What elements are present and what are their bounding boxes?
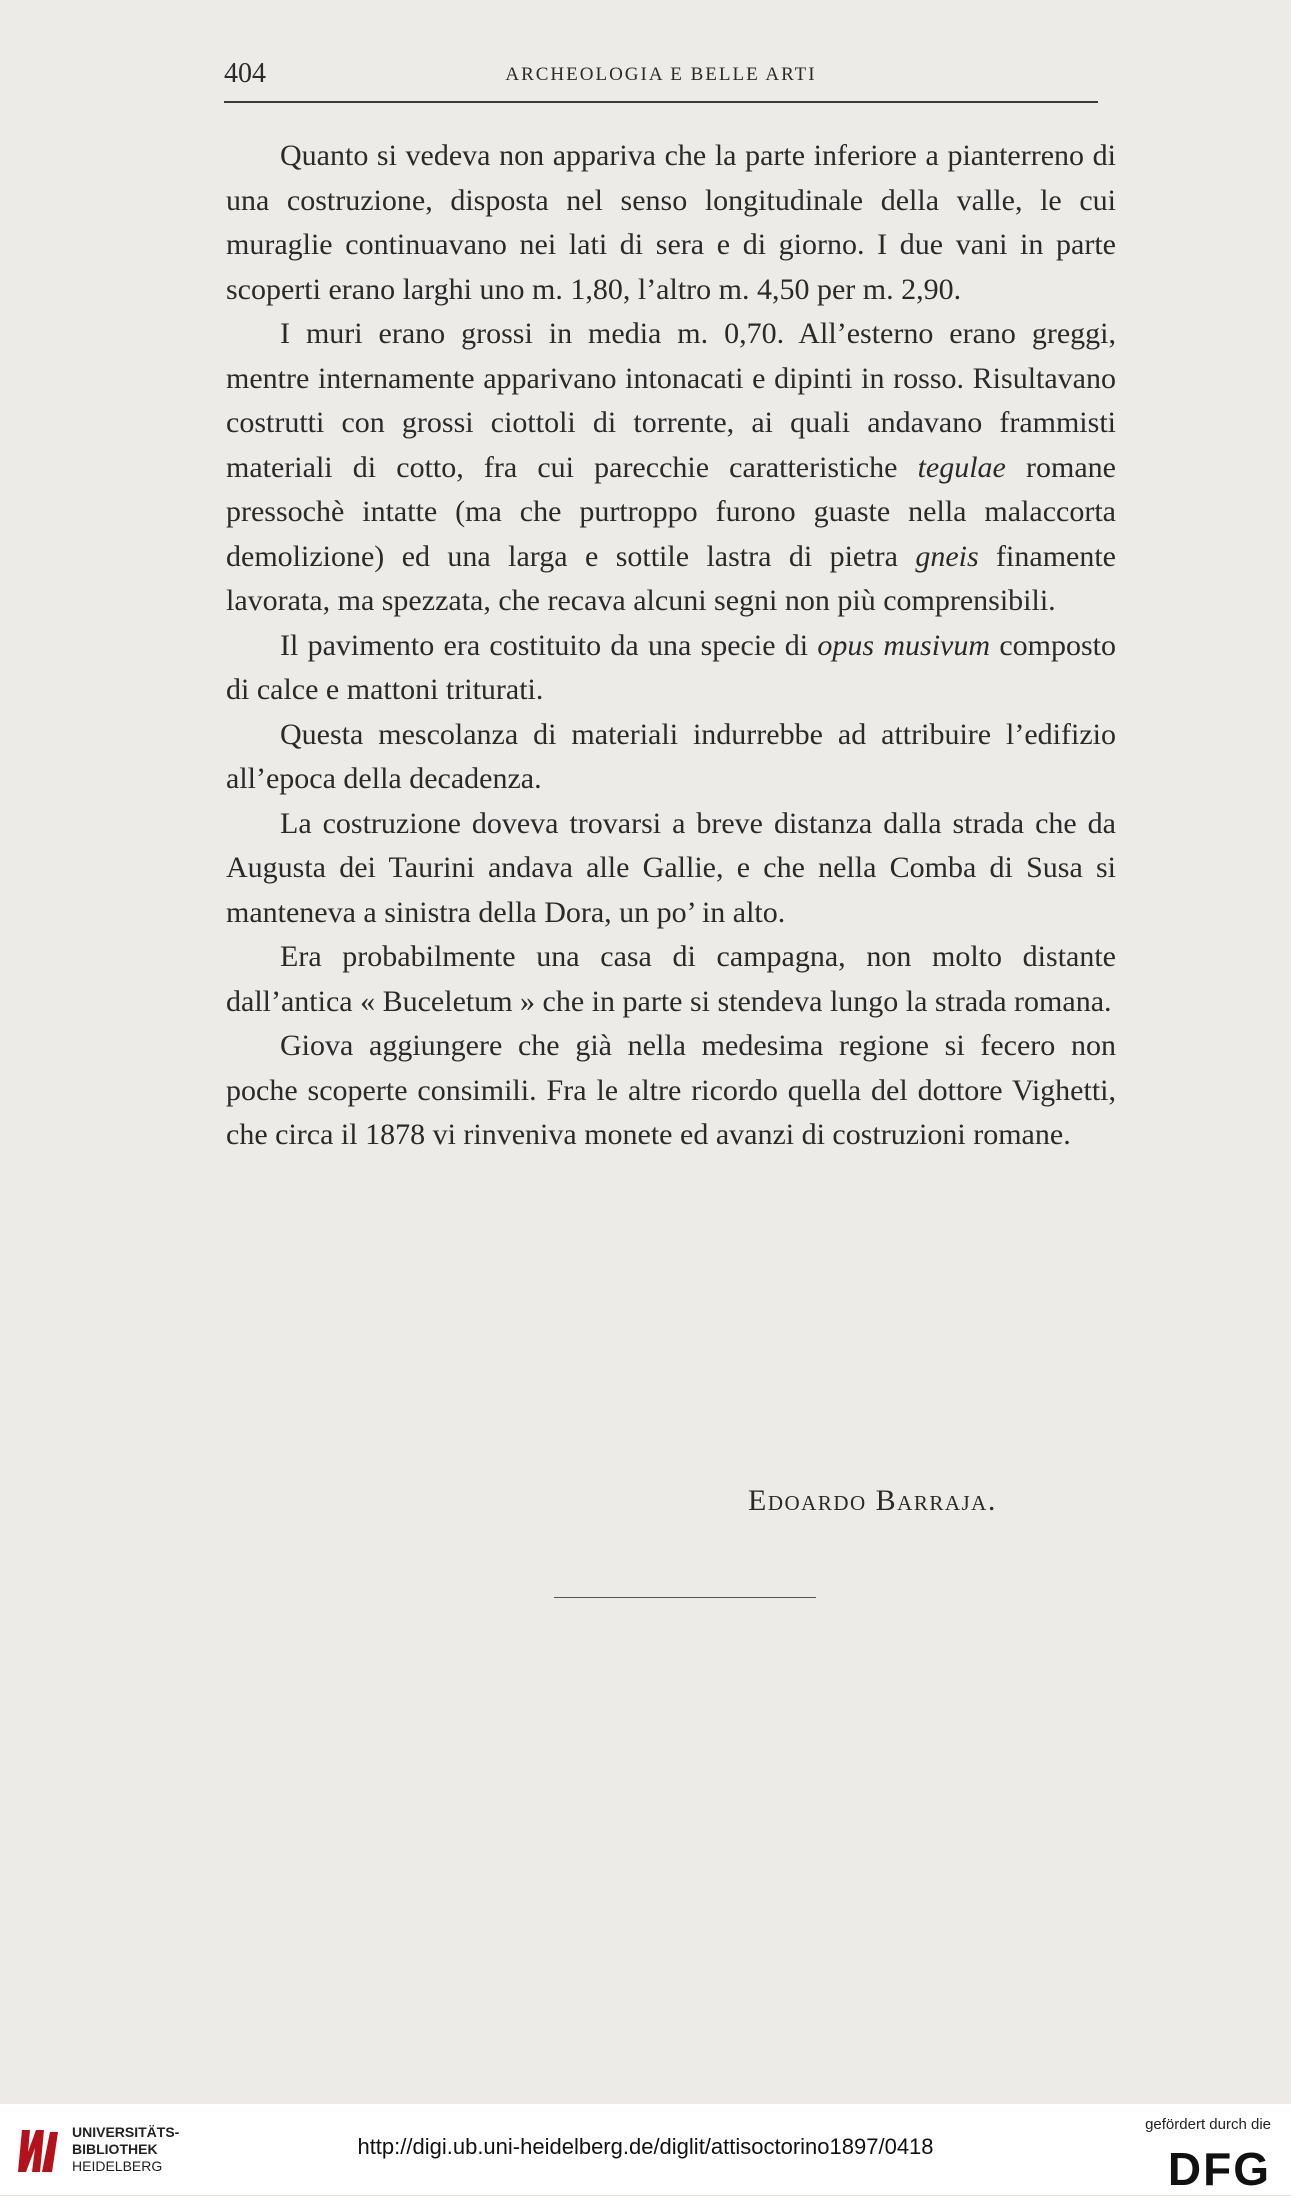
italic-term: opus musivum — [817, 628, 991, 662]
running-title: ARCHEOLOGIA E BELLE ARTI — [505, 64, 817, 85]
page-header — [224, 58, 1098, 98]
paragraph — [226, 713, 1116, 802]
paragraph — [226, 624, 1116, 713]
paragraph-text: composto di calce e mattoni triturati. — [226, 628, 1116, 706]
permalink-url[interactable]: http://digi.ub.uni-heidelberg.de/diglit/attisoctorino1897/0418 — [357, 2134, 934, 2159]
funding-caption: gefördert durch die — [1145, 2116, 1271, 2133]
paragraph-text: Il pavimento era costituito da una specie di — [280, 628, 818, 662]
author-signature: Edoardo Barraja. — [748, 1484, 997, 1517]
paragraph — [226, 312, 1116, 624]
paragraph-text: Quanto si vedeva non appariva che la parte inferiore a pianterreno di una costruzione, disposta nel senso longitudinale della valle, le cui muraglie continuavano nei lati di sera e di giorno. I due vani in parte scoperti erano larghi uno m. 1,80, l’altro m. 4,50 per m. 2,90. — [226, 139, 1116, 306]
paragraph-text: I muri erano grossi in media m. 0,70. All’esterno erano greggi, mentre internamente apparivano intonacati e dipinti in rosso. Risultavano costrutti con grossi ciottoli di torrente, ai quali andavano frammisti materiali di cotto, fra cui parecchie caratteristiche — [226, 317, 1116, 484]
institution-line-2: BIBLIOTHEK — [72, 2141, 158, 2157]
page-number: 404 — [224, 58, 266, 89]
viewer-footer — [0, 2104, 1291, 2195]
paragraph — [226, 1024, 1116, 1158]
italic-term: gneis — [915, 539, 979, 573]
paragraph — [226, 935, 1116, 1024]
paragraph — [226, 802, 1116, 936]
institution-line-1: UNIVERSITÄTS- — [72, 2124, 180, 2140]
body-text — [226, 134, 1116, 1158]
dfg-logo: DFG — [1167, 2143, 1271, 2195]
paragraph-text: romane pressochè intatte (ma che purtroppo furono guaste nella malaccorta demolizione) ed una larga e sottile lastra di pietra — [226, 450, 1116, 573]
institution-line-3: HEIDELBERG — [72, 2158, 163, 2174]
header-rule — [224, 101, 1098, 103]
paragraph-text: Era probabilmente una casa di campagna, non molto distante dall’antica « Buceletum » che in parte si stendeva lungo la strada romana. — [226, 940, 1116, 1018]
paragraph — [226, 134, 1116, 312]
end-rule — [554, 1597, 816, 1598]
paragraph-text: Giova aggiungere che già nella medesima regione si fecero non poche scoperte consimili. Fra le altre ricordo quella del dottore Vighetti, che circa il 1878 vi rinveniva monete ed avanzi di costruzioni romane. — [226, 1029, 1116, 1151]
paragraph-text: finamente lavorata, ma spezzata, che recava alcuni segni non più comprensibili. — [226, 539, 1116, 617]
paragraph-text: La costruzione doveva trovarsi a breve distanza dalla strada che da Augusta dei Taurini andava alle Gallie, e che nella Comba di Susa si manteneva a sinistra della Dora, un po’ in alto. — [226, 806, 1116, 929]
paragraph-text: Questa mescolanza di materiali indurrebbe ad attribuire l’edifizio all’epoca della decadenza. — [226, 717, 1116, 795]
italic-term: tegulae — [917, 450, 1006, 484]
